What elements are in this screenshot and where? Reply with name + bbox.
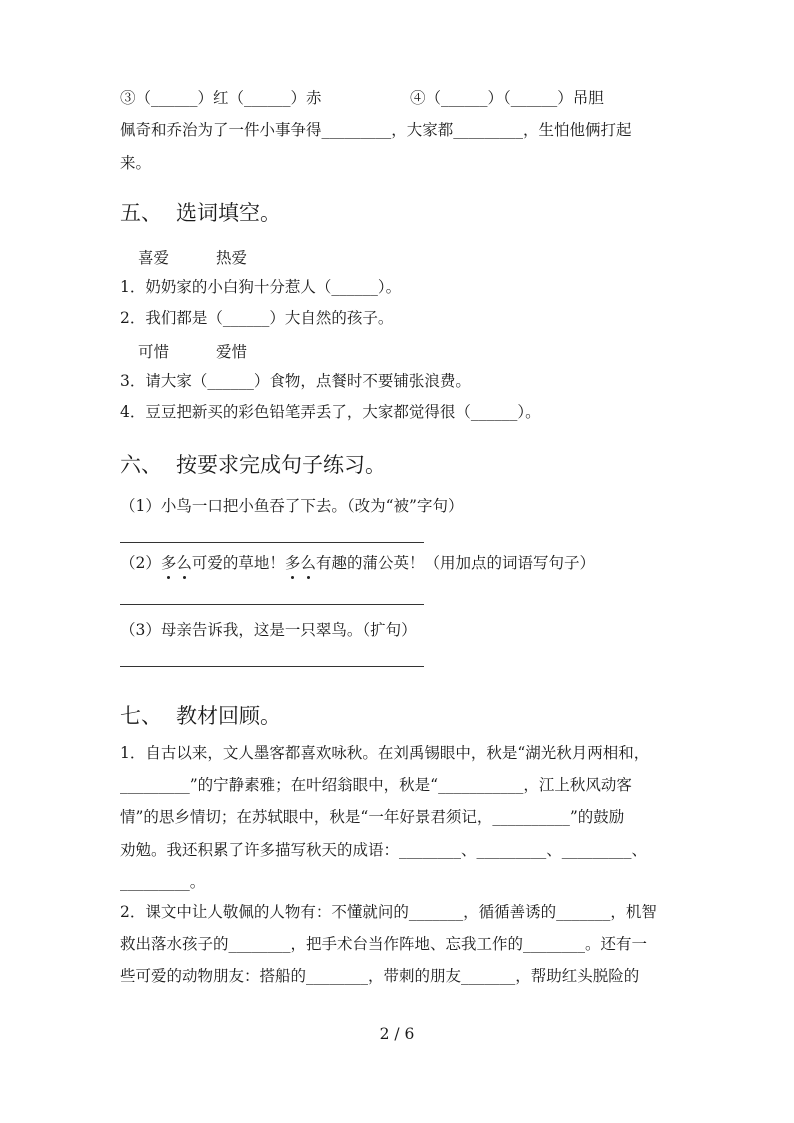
- answer-line-6-3: [120, 666, 424, 667]
- paragraph-7-2-line: 救出落水孩子的________，把手术台当作阵地、忘我工作的________。还有一: [120, 935, 648, 953]
- paragraph-7-1-line: 1．自古以来，文人墨客都喜欢咏秋。在刘禹锡眼中，秋是“湖光秋月两相和，: [120, 744, 650, 762]
- word-bank-2-word-2: 爱惜: [216, 343, 248, 361]
- dotted-char: 么: [176, 554, 192, 572]
- paragraph-7-1-line: 劝勉。我还积累了许多描写秋天的成语：________、_________、_________、: [120, 841, 648, 859]
- answer-line-6-1: [120, 542, 424, 543]
- paragraph-7-1-line: _________”的宁静素雅；在叶绍翁眼中，秋是“___________，江上秋风动客: [120, 776, 632, 794]
- question-6-1: （1）小鸟一口把小鱼吞了下去。（改为“被”字句）: [120, 497, 464, 515]
- question-5-2: 2．我们都是（______）大自然的孩子。: [120, 309, 394, 327]
- question-5-3: 3．请大家（______）食物，点餐时不要铺张浪费。: [120, 372, 471, 390]
- sentence-fill-line-end: 来。: [120, 154, 152, 172]
- sentence-fill-line: 佩奇和乔治为了一件小事争得_________，大家都_________，生怕他俩打起: [120, 121, 632, 139]
- section-6-title: 按要求完成句子练习。: [176, 453, 386, 477]
- section-7-heading: [120, 703, 281, 729]
- paragraph-7-2-line: 2．课文中让人敬佩的人物有：不懂就问的_______，循循善诱的_______，机智: [120, 903, 657, 921]
- word-bank-1-word-1: 喜爱: [138, 249, 170, 267]
- word-bank-1-word-2: 热爱: [216, 249, 248, 267]
- dotted-char: 多: [284, 554, 301, 572]
- question-6-3: （3）母亲告诉我，这是一只翠鸟。（扩句）: [120, 621, 417, 639]
- page-number: 2 / 6: [379, 1025, 415, 1043]
- dotted-char: 多: [160, 554, 177, 572]
- word-bank-2-word-1: 可惜: [138, 343, 170, 361]
- question-6-2: （2）多么可爱的草地！多么有趣的蒲公英！（用加点的词语写句子）: [120, 554, 595, 572]
- dotted-char: 么: [300, 554, 316, 572]
- section-5-title: 选词填空。: [176, 201, 281, 225]
- paragraph-7-1-line: _________。: [120, 873, 206, 891]
- idiom-line-4: ④（______）（______）吊胆: [410, 89, 604, 107]
- question-5-1: 1．奶奶家的小白狗十分惹人（______）。: [120, 278, 402, 296]
- paragraph-7-1-line: 情”的思乡情切；在苏轼眼中，秋是“一年好景君须记，__________”的鼓励: [120, 808, 625, 826]
- idiom-line-3: ③（______）红（______）赤: [120, 89, 322, 107]
- section-7-number: 七、: [120, 704, 162, 728]
- section-6-heading: [120, 452, 386, 478]
- answer-line-6-2: [120, 604, 424, 605]
- question-5-4: 4．豆豆把新买的彩色铅笔弄丢了，大家都觉得很（______）。: [120, 403, 541, 421]
- paragraph-7-2-line: 些可爱的动物朋友：搭船的________，带刺的朋友_______，帮助红头脱险的: [120, 967, 640, 985]
- section-5-number: 五、: [120, 201, 162, 225]
- section-7-title: 教材回顾。: [176, 704, 281, 728]
- section-6-number: 六、: [120, 453, 162, 477]
- section-5-heading: [120, 200, 281, 226]
